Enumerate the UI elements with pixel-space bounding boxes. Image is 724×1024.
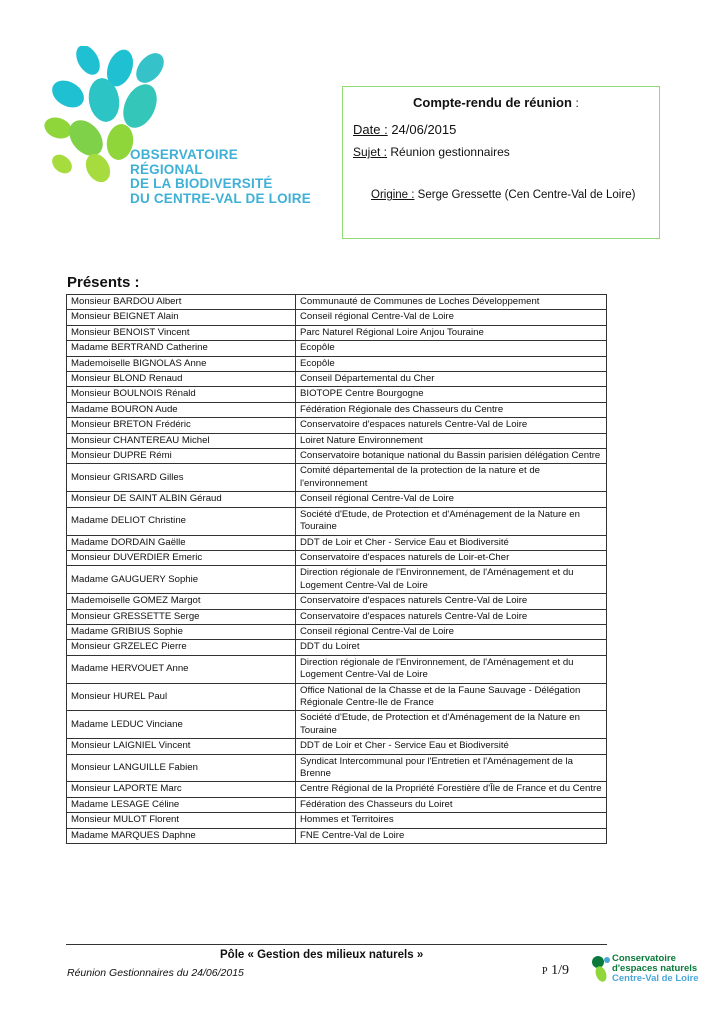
attendee-organization: Syndicat Intercommunal pour l'Entretien et l'Aménagement de la Brenne	[296, 754, 607, 782]
footer-divider	[66, 944, 607, 945]
attendee-name: Monsieur GRZELEC Pierre	[67, 640, 296, 655]
attendee-organization: Communauté de Communes de Loches Développement	[296, 295, 607, 310]
attendee-organization: Conservatoire d'espaces naturels Centre-Val de Loire	[296, 418, 607, 433]
attendee-row	[67, 535, 607, 550]
report-title-colon: :	[575, 96, 579, 110]
attendee-row	[67, 356, 607, 371]
report-date	[353, 122, 456, 137]
logo-line: RÉGIONAL	[130, 161, 203, 177]
attendee-organization: Conseil régional Centre-Val de Loire	[296, 310, 607, 325]
attendee-name: Monsieur BRETON Frédéric	[67, 418, 296, 433]
cen-logo-line: Conservatoire	[612, 953, 676, 964]
attendee-name: Monsieur DE SAINT ALBIN Géraud	[67, 492, 296, 507]
attendee-organization: DDT de Loir et Cher - Service Eau et Biodiversité	[296, 739, 607, 754]
attendee-organization: Conseil régional Centre-Val de Loire	[296, 492, 607, 507]
attendee-name: Madame BERTRAND Catherine	[67, 341, 296, 356]
report-subject	[353, 145, 510, 159]
attendee-organization: Direction régionale de l'Environnement, de l'Aménagement et du Logement Centre-Val de Loire	[296, 655, 607, 683]
attendee-row	[67, 655, 607, 683]
attendee-row	[67, 387, 607, 402]
attendee-name: Monsieur LAPORTE Marc	[67, 782, 296, 797]
attendee-organization: Direction régionale de l'Environnement, de l'Aménagement et du Logement Centre-Val de Loire	[296, 566, 607, 594]
attendee-row	[67, 507, 607, 535]
attendee-row	[67, 566, 607, 594]
attendees-table	[66, 294, 607, 844]
origin-value: Serge Gressette (Cen Centre-Val de Loire)	[417, 189, 636, 201]
report-header-box	[342, 86, 660, 239]
cen-logo-text	[612, 954, 699, 984]
origin-label: Origine :	[371, 189, 415, 201]
attendee-organization: Parc Naturel Régional Loire Anjou Touraine	[296, 325, 607, 340]
attendee-organization: Société d'Etude, de Protection et d'Aménagement de la Nature en Touraine	[296, 507, 607, 535]
attendee-organization: DDT du Loiret	[296, 640, 607, 655]
footer-meeting: Réunion Gestionnaires du 24/06/2015	[67, 967, 244, 979]
attendee-organization: Centre Régional de la Propriété Forestière d'Île de France et du Centre	[296, 782, 607, 797]
attendee-organization: Ecopôle	[296, 356, 607, 371]
attendee-row	[67, 310, 607, 325]
footer-pole: Pôle « Gestion des milieux naturels »	[220, 949, 424, 961]
attendee-name: Monsieur LAIGNIEL Vincent	[67, 739, 296, 754]
attendee-row	[67, 464, 607, 492]
attendee-name: Madame LEDUC Vinciane	[67, 711, 296, 739]
attendee-name: Mademoiselle GOMEZ Margot	[67, 594, 296, 609]
attendee-name: Monsieur BOULNOIS Rénald	[67, 387, 296, 402]
attendee-name: Monsieur BENOIST Vincent	[67, 325, 296, 340]
attendee-row	[67, 449, 607, 464]
attendee-row	[67, 609, 607, 624]
attendee-name: Madame BOURON Aude	[67, 402, 296, 417]
attendee-organization: Comité départemental de la protection de la nature et de l'environnement	[296, 464, 607, 492]
attendee-row	[67, 433, 607, 448]
attendee-name: Madame GRIBIUS Sophie	[67, 624, 296, 639]
attendee-row	[67, 550, 607, 565]
report-title	[413, 95, 579, 110]
attendee-row	[67, 624, 607, 639]
attendee-name: Madame DELIOT Christine	[67, 507, 296, 535]
attendee-row	[67, 295, 607, 310]
attendee-organization: BIOTOPE Centre Bourgogne	[296, 387, 607, 402]
logo-line: DU CENTRE-VAL DE LOIRE	[130, 190, 311, 206]
attendee-name: Monsieur CHANTEREAU Michel	[67, 433, 296, 448]
attendee-name: Madame LESAGE Céline	[67, 797, 296, 812]
attendee-organization: Office National de la Chasse et de la Faune Sauvage - Délégation Régionale Centre-Ile de France	[296, 683, 607, 711]
attendees-heading: Présents :	[67, 274, 140, 291]
logo-wordmark	[130, 148, 311, 206]
attendee-row	[67, 754, 607, 782]
attendee-name: Madame GAUGUERY Sophie	[67, 566, 296, 594]
attendee-organization: Conseil régional Centre-Val de Loire	[296, 624, 607, 639]
report-origin	[371, 189, 635, 201]
attendee-organization: Hommes et Territoires	[296, 813, 607, 828]
attendee-row	[67, 418, 607, 433]
attendee-name: Madame DORDAIN Gaëlle	[67, 535, 296, 550]
attendee-organization: Conservatoire botanique national du Bassin parisien délégation Centre	[296, 449, 607, 464]
attendee-row	[67, 402, 607, 417]
subject-value: Réunion gestionnaires	[390, 145, 510, 159]
attendee-name: Monsieur MULOT Florent	[67, 813, 296, 828]
attendee-name: Madame HERVOUET Anne	[67, 655, 296, 683]
cen-leaf-icon	[592, 956, 610, 983]
attendee-organization: Ecopôle	[296, 341, 607, 356]
attendee-row	[67, 640, 607, 655]
attendee-organization: Conservatoire d'espaces naturels Centre-Val de Loire	[296, 609, 607, 624]
attendee-row	[67, 492, 607, 507]
attendee-name: Mademoiselle BIGNOLAS Anne	[67, 356, 296, 371]
attendee-row	[67, 828, 607, 843]
attendee-organization: Société d'Etude, de Protection et d'Aménagement de la Nature en Touraine	[296, 711, 607, 739]
page-prefix: P	[542, 966, 548, 977]
page-number	[542, 963, 569, 979]
attendee-organization: FNE Centre-Val de Loire	[296, 828, 607, 843]
date-value: 24/06/2015	[391, 122, 457, 137]
attendee-row	[67, 813, 607, 828]
attendee-organization: Conservatoire d'espaces naturels Centre-Val de Loire	[296, 594, 607, 609]
attendee-row	[67, 782, 607, 797]
attendee-organization: Loiret Nature Environnement	[296, 433, 607, 448]
attendee-name: Monsieur LANGUILLE Fabien	[67, 754, 296, 782]
attendee-organization: Fédération des Chasseurs du Loiret	[296, 797, 607, 812]
attendee-name: Monsieur HUREL Paul	[67, 683, 296, 711]
attendee-organization: DDT de Loir et Cher - Service Eau et Biodiversité	[296, 535, 607, 550]
logo-line: OBSERVATOIRE	[130, 147, 238, 162]
attendee-row	[67, 683, 607, 711]
attendee-name: Monsieur BEIGNET Alain	[67, 310, 296, 325]
page-value: 1/9	[551, 963, 569, 978]
attendee-name: Monsieur BLOND Renaud	[67, 372, 296, 387]
attendee-name: Madame MARQUES Daphne	[67, 828, 296, 843]
attendee-row	[67, 372, 607, 387]
report-title-text: Compte-rendu de réunion	[413, 95, 572, 110]
attendee-row	[67, 341, 607, 356]
attendee-name: Monsieur DUPRE Rémi	[67, 449, 296, 464]
attendee-row	[67, 325, 607, 340]
attendee-name: Monsieur DUVERDIER Emeric	[67, 550, 296, 565]
attendee-organization: Conservatoire d'espaces naturels de Loir-et-Cher	[296, 550, 607, 565]
cen-logo-line: d'espaces naturels	[612, 963, 698, 974]
attendee-name: Monsieur BARDOU Albert	[67, 295, 296, 310]
attendee-row	[67, 711, 607, 739]
subject-label: Sujet :	[353, 145, 388, 159]
logo-line: DE LA BIODIVERSITÉ	[130, 176, 273, 191]
attendee-row	[67, 797, 607, 812]
attendee-name: Monsieur GRESSETTE Serge	[67, 609, 296, 624]
attendee-organization: Conseil Départemental du Cher	[296, 372, 607, 387]
date-label: Date :	[353, 122, 388, 137]
attendee-organization: Fédération Régionale des Chasseurs du Centre	[296, 402, 607, 417]
attendee-row	[67, 739, 607, 754]
attendee-row	[67, 594, 607, 609]
cen-logo-line: Centre-Val de Loire	[612, 973, 699, 984]
attendee-name: Monsieur GRISARD Gilles	[67, 464, 296, 492]
